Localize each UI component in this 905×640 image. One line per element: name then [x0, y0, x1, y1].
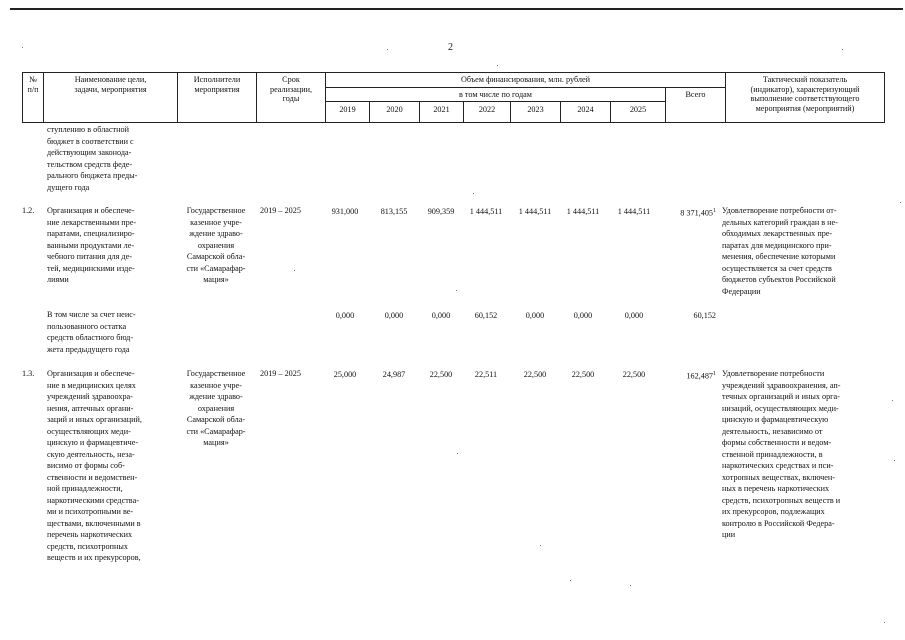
row-value-2021: 22,500: [429, 370, 453, 379]
header-year: 2021: [433, 105, 450, 114]
row-value-2019: 931,000: [331, 207, 359, 216]
scan-speck: [387, 49, 388, 50]
row-executor: Государственное казенное учре- ждение здраво- охранения Самарской обла- сти «Самарафар- мация»: [186, 206, 246, 284]
row-value-2025: 22,500: [622, 370, 646, 379]
row-term: 2019 – 2025: [260, 206, 301, 215]
header-year: 2025: [629, 105, 647, 114]
row-value-2019: 25,000: [333, 370, 357, 379]
scan-speck: [457, 453, 458, 454]
scan-speck: [570, 580, 571, 581]
header-num: № п/п: [27, 75, 39, 94]
row-value-2020: 0,000: [384, 311, 404, 320]
scan-speck: [294, 270, 295, 271]
scan-speck: [842, 49, 843, 50]
row-value-2024: 1 444,511: [566, 207, 600, 216]
scan-speck: [892, 400, 893, 401]
row-value-2022: 60,152: [474, 311, 498, 320]
header-indicator: Тактический показатель (индикатор), характеризующий выполнение соответствующего мероприятия (мероприятий): [750, 75, 860, 113]
scan-speck: [473, 193, 474, 194]
row-value-2025: 1 444,511: [617, 207, 651, 216]
row-name: Организация и обеспече- ние в медицинских целях учреждений здравоохра- нения, аптечных органи- заций и иных организаций, осуществляющих меди- цинскую и фармацевтиче- скую деятельность, неза- висимо от формы соб- ственности и ведомствен- ной принадлежности, наркотическими средства- ми и психотропными ве- ществами, включенными в перечень наркотических средств, психотропных веществ и их прекурсоров,: [47, 369, 142, 562]
header-year: 2024: [577, 105, 594, 114]
scan-speck: [497, 65, 498, 66]
header-year: 2023: [527, 105, 544, 114]
scan-speck: [540, 545, 541, 546]
row-total: 60,152: [693, 311, 716, 320]
row-value-2023: 0,000: [525, 311, 545, 320]
row-value-2022: 22,511: [474, 370, 498, 379]
header-year: 2019: [339, 105, 356, 114]
row-indicator: Удовлетворение потребности учреждений здравоохранения, ап- течных организаций и иных орга- низаций, осуществляющих меди- цинскую и фармацевтическую деятельность, независимо от формы собственности и ведом- ственной принадлежности, в наркотических средствах и пси- хотропных веществах, включен- ных в перечень наркотических средств, психотропных веществ и их прекурсоров, подлежащих контролю в Российской Федера- ции: [722, 369, 841, 539]
row-value-2021: 0,000: [431, 311, 451, 320]
header-by-years: в том числе по годам: [459, 90, 532, 99]
row-value-2022: 1 444,511: [469, 207, 503, 216]
header-term: Срок реализации, годы: [269, 75, 313, 104]
scan-speck: [456, 290, 457, 291]
row-value-2021: 909,359: [427, 207, 455, 216]
row-value-2025: 0,000: [624, 311, 644, 320]
header-year: 2020: [386, 105, 403, 114]
scan-speck: [630, 585, 631, 586]
scan-speck: [22, 47, 23, 48]
header-funding: Объем финансирования, млн. рублей: [460, 75, 591, 84]
row-value-2024: 0,000: [573, 311, 593, 320]
row-indicator: Удовлетворение потребности от- дельных категорий граждан в не- обходимых лекарственных пре- паратах для медицинского при- менения, обеспечение которыми осуществляется за счет средств бюджетов субъектов Российской Федерации: [722, 206, 838, 296]
top-border-line: [10, 8, 903, 10]
row-value-2020: 813,155: [380, 207, 408, 216]
row-value-2023: 22,500: [523, 370, 547, 379]
scan-speck: [900, 202, 901, 203]
scan-speck: [884, 622, 885, 623]
page-number: 2: [448, 42, 453, 53]
row-total: 8 371,405$^1$: [680, 208, 716, 218]
row-value-2019: 0,000: [335, 311, 355, 320]
continuation-text: ступлению в областной бюджет в соответствии с действующим законода- тельством средств феде- рального бюджета преды- дущего года: [47, 125, 138, 192]
scan-speck: [894, 460, 895, 461]
row-name: В том числе за счет неис- пользованного остатка средств областного бюд- жета предыдущего года: [47, 310, 136, 354]
row-total: 162,487$^1$: [686, 371, 716, 381]
header-executors: Исполнители мероприятия: [193, 75, 241, 94]
header-year: 2022: [478, 105, 496, 114]
row-name: Организация и обеспече- ние лекарственными пре- паратами, специализиро- ванными продуктами ле- чебного питания для де- тей, медицинскими изде- лиями: [47, 206, 137, 284]
header-name: Наименование цели, задачи, мероприятия: [74, 75, 147, 94]
header-total: Всего: [685, 90, 706, 99]
row-executor: Государственное казенное учре- ждение здраво- охранения Самарской обла- сти «Самарафар- мация»: [186, 369, 246, 447]
row-value-2024: 22,500: [571, 370, 595, 379]
row-term: 2019 – 2025: [260, 369, 301, 378]
row-number: 1.2.: [22, 206, 35, 215]
row-value-2023: 1 444,511: [518, 207, 552, 216]
row-value-2020: 24,987: [382, 370, 406, 379]
row-number: 1.3.: [22, 369, 35, 378]
